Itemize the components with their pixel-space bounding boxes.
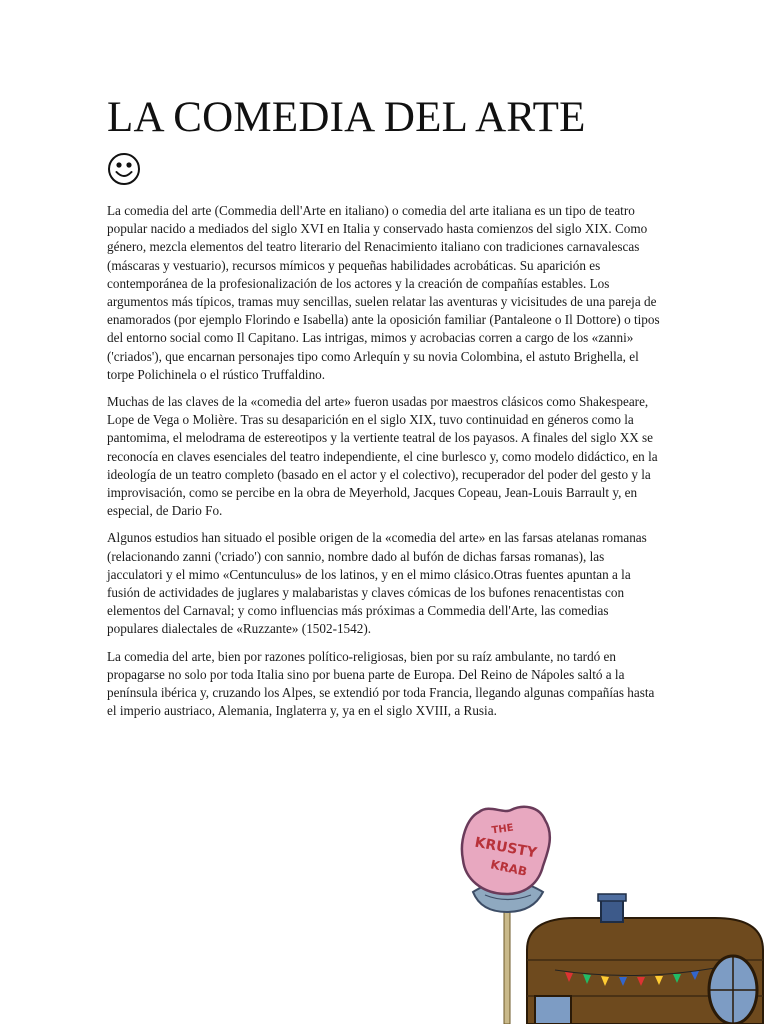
left-window	[535, 996, 571, 1024]
sign-text-krusty: KRUSTY	[473, 834, 538, 862]
sign-pole	[504, 908, 510, 1024]
document-body	[107, 202, 662, 720]
paragraph-influence: Muchas de las claves de la «comedia del arte» fueron usadas por maestros clásicos como Shakespeare, Lope de Vega o Molière. Tras su desaparición en el siglo XIX, tuvo continuidad en géneros como la pantomima, el melodrama de estereotipos y la vertiente teatral de los payasos. A finales del siglo XX se reconocía en claves esenciales del teatro independiente, el cine burlesco y, como modelo didáctico, en la ideología de un teatro completo (basado en el actor y el colectivo), recuperador del poder del gesto y la improvisación, como se percibe en la obra de Meyerhold, Jacques Copeau, Jean-Louis Barrault y, en especial, de Dario Fo.	[107, 394, 658, 519]
paragraph-origins: La comedia del arte (Commedia dell'Arte en italiano) o comedia del arte italiana es un tipo de teatro popular nacido a mediados del siglo XVI en Italia y conservado hasta comienzos del siglo XIX. Como género, mezcla elementos del teatro literario del Renacimiento italiano con tradiciones carnavalescas (máscaras y vestuario), recursos mímicos y pequeñas habilidades acrobáticas. Su aparición es contemporánea de la profesionalización de los actores y la creación de compañías estables. Los argumentos más típicos, tramas muy sencillas, suelen relatar las aventuras y vicisitudes de una pareja de enamorados (por ejemplo Florindo e Isabella) ante la oposición familiar (Pantaleone o Il Dottore) o tipos del entorno social como Il Capitano. Las intrigas, mimos y acrobacias corren a cargo de los «zanni» ('criados'), que encarnan personajes tipo como Arlequín y su novia Colombina, el astuto Brighella, el torpe Polichinela o el rústico Truffaldino.	[107, 203, 660, 382]
sign-text-the: THE	[490, 822, 515, 837]
krusty-krab-building	[527, 894, 763, 1024]
page-title: LA COMEDIA DEL ARTE	[107, 94, 586, 141]
paragraph-spread: La comedia del arte, bien por razones político-religiosas, bien por su raíz ambulante, no tardó en propagarse no solo por toda Italia sino por buena parte de Europa. Del Reino de Nápoles saltó a la península ibérica y, cruzando los Alpes, se extendió por toda Francia, llegando algunas compañías hasta el imperio austriaco, Alemania, Inglaterra y, ya en el siglo XVIII, a Rusia.	[107, 648, 655, 719]
krusty-krab-illustration	[415, 800, 768, 1024]
paragraph-roots: Algunos estudios han situado el posible origen de la «comedia del arte» en las farsas atelanas romanas (relacionando zanni ('criado') con sannio, nombre dado al bufón de dichas farsas romanas), las jacculatori y el mimo «Centunculus» de los latinos, y en el mimo clásico.Otras fuentes apuntan a la fusión de actividades de juglares y malabaristas y claves cómicas de los bufones renacentistas con elementos del Carnaval; y como influencias más próximas a Commedia dell'Arte, las comedias populares dialectales de «Ruzzante» (1502-1542).	[107, 530, 647, 637]
document-page	[107, 92, 662, 729]
smiley-face-icon	[107, 152, 141, 186]
sign-text-krab: KRAB	[489, 857, 529, 879]
